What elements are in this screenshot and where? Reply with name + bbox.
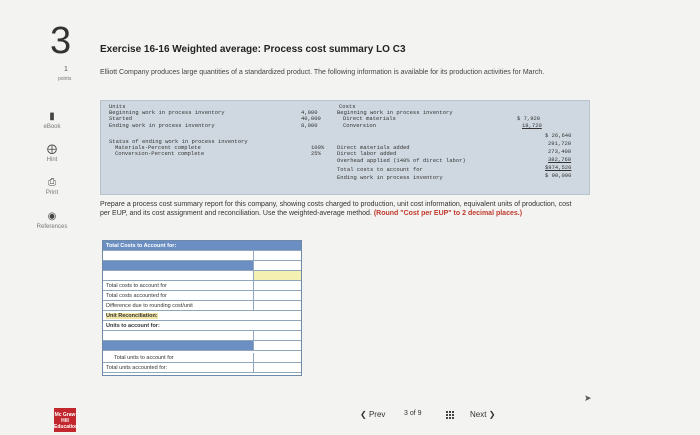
answer-row-label: Difference due to rounding cost/unit bbox=[106, 303, 193, 309]
publisher-logo-text: Mc Graw Hill Education bbox=[54, 412, 79, 430]
mouse-cursor-icon: ➤ bbox=[584, 393, 592, 403]
answer-input[interactable] bbox=[253, 341, 301, 350]
cost-line-label: Beginning work in process inventory bbox=[337, 109, 453, 116]
hint-icon: ⨁ bbox=[47, 144, 57, 155]
page-indicator bbox=[404, 410, 422, 417]
answer-row[interactable] bbox=[103, 291, 301, 301]
answer-row-label: Unit Reconciliation: bbox=[106, 313, 158, 319]
answer-row bbox=[103, 311, 301, 321]
units-line-label: Ending work in process inventory bbox=[109, 122, 215, 129]
answer-row-label: Total costs to account for bbox=[106, 283, 167, 289]
subtotal-value: $ 26,640 bbox=[545, 132, 572, 139]
grid-icon[interactable] bbox=[445, 410, 454, 419]
answer-input[interactable] bbox=[253, 291, 301, 300]
instructions-text: Prepare a process cost summary report for this company, showing costs charged to production, unit cost information, equivalent units of production, cost per EUP, and its cost assignment and reconciliation. Use the weighted-average method. bbox=[100, 201, 572, 217]
sidebar-item-references[interactable] bbox=[30, 212, 74, 230]
answer-row bbox=[103, 321, 301, 331]
sidebar-item-label: Hint bbox=[46, 157, 58, 163]
sidebar-item-print[interactable] bbox=[30, 178, 74, 196]
cost-line-value: 291,720 bbox=[548, 140, 572, 147]
points-label: points bbox=[58, 76, 72, 82]
answer-input[interactable] bbox=[253, 261, 301, 270]
publisher-logo bbox=[54, 408, 79, 432]
answer-row-label: Units to account for: bbox=[106, 323, 160, 329]
sidebar-item-label: Print bbox=[45, 190, 59, 196]
units-line-label: Beginning work in process inventory bbox=[109, 109, 225, 116]
book-icon: ▮ bbox=[49, 111, 55, 122]
page-of-label: of bbox=[409, 410, 416, 417]
prev-label: Prev bbox=[368, 410, 386, 419]
cost-line-label: Total costs to account for bbox=[337, 166, 423, 173]
units-header: Units bbox=[109, 103, 126, 110]
cost-line-value: 382,760 bbox=[548, 156, 572, 163]
rounding-note: (Round "Cost per EUP" to 2 decimal places.) bbox=[373, 210, 523, 217]
answer-input[interactable] bbox=[253, 301, 301, 310]
sidebar-item-label: eBook bbox=[43, 124, 61, 130]
cost-line-value: $ 90,000 bbox=[545, 172, 572, 179]
answer-row[interactable] bbox=[103, 301, 301, 311]
answer-row[interactable] bbox=[103, 363, 301, 373]
chevron-left-icon: ❮ bbox=[360, 410, 367, 419]
status-line-value: 100% bbox=[311, 144, 325, 151]
answer-row[interactable] bbox=[103, 261, 301, 271]
print-icon: ⎙ bbox=[48, 177, 56, 188]
answer-table bbox=[102, 240, 302, 376]
exercise-intro: Elliott Company produces large quantities of a standardized product. The following information is available for its production activities for March. bbox=[100, 69, 545, 76]
references-icon: ◉ bbox=[47, 211, 57, 222]
cost-line-value: $974,520 bbox=[545, 164, 572, 171]
status-line-value: 25% bbox=[311, 150, 321, 157]
answer-row bbox=[103, 241, 301, 251]
status-line-label: Conversion-Percent complete bbox=[115, 150, 205, 157]
answer-row[interactable] bbox=[103, 341, 301, 351]
answer-input[interactable] bbox=[253, 331, 301, 340]
answer-row[interactable] bbox=[103, 353, 301, 363]
costs-header: Costs bbox=[339, 103, 356, 110]
chevron-right-icon: ❯ bbox=[488, 410, 496, 419]
answer-input[interactable] bbox=[253, 363, 301, 372]
cost-line-label: Conversion bbox=[343, 122, 377, 129]
answer-row-label: Total units to account for bbox=[114, 355, 174, 361]
answer-row-label: Total costs accounted for bbox=[106, 293, 167, 299]
units-line-value: 4,000 bbox=[301, 109, 318, 116]
units-line-value: 40,000 bbox=[301, 115, 321, 122]
cost-line-value: 273,400 bbox=[548, 148, 572, 155]
answer-row[interactable] bbox=[103, 281, 301, 291]
cost-line-label: Ending work in process inventory bbox=[337, 174, 443, 181]
data-table bbox=[100, 100, 590, 195]
sidebar-item-label: References bbox=[36, 224, 68, 230]
answer-row-label: Total units accounted for: bbox=[106, 365, 168, 371]
exercise-title: Exercise 16-16 Weighted average: Process cost summary LO C3 bbox=[100, 44, 406, 55]
sidebar-item-hint[interactable] bbox=[30, 145, 74, 163]
units-line-value: 8,000 bbox=[301, 122, 318, 129]
cost-line-label: Direct materials bbox=[343, 115, 396, 122]
cost-line-value: $ 7,920 bbox=[517, 115, 541, 122]
cost-line-label: Direct materials added bbox=[337, 144, 410, 151]
next-button[interactable] bbox=[470, 410, 495, 419]
total-pages: 9 bbox=[417, 410, 422, 417]
status-line-label: Materials-Percent complete bbox=[115, 144, 201, 151]
next-label: Next bbox=[470, 410, 487, 419]
status-title: Status of ending work in process inventory bbox=[109, 138, 248, 145]
answer-row[interactable] bbox=[103, 251, 301, 261]
prev-button[interactable] bbox=[360, 410, 385, 419]
answer-input[interactable] bbox=[253, 281, 301, 290]
answer-input[interactable] bbox=[253, 271, 301, 280]
answer-row-label: Total Costs to Account for: bbox=[106, 243, 177, 249]
question-number: 3 bbox=[50, 20, 72, 62]
points-value: 1 bbox=[64, 66, 68, 73]
cost-line-label: Overhead applied (140% of direct labor) bbox=[337, 157, 466, 164]
current-page: 3 bbox=[404, 410, 408, 417]
answer-input[interactable] bbox=[253, 353, 301, 362]
cost-line-value: 18,720 bbox=[522, 122, 542, 129]
units-line-label: Started bbox=[109, 115, 133, 122]
answer-row[interactable] bbox=[103, 271, 301, 281]
cost-line-label: Direct labor added bbox=[337, 150, 397, 157]
answer-input[interactable] bbox=[253, 251, 301, 260]
sidebar-item-ebook[interactable] bbox=[30, 112, 74, 130]
answer-row[interactable] bbox=[103, 331, 301, 341]
instructions bbox=[100, 200, 580, 218]
